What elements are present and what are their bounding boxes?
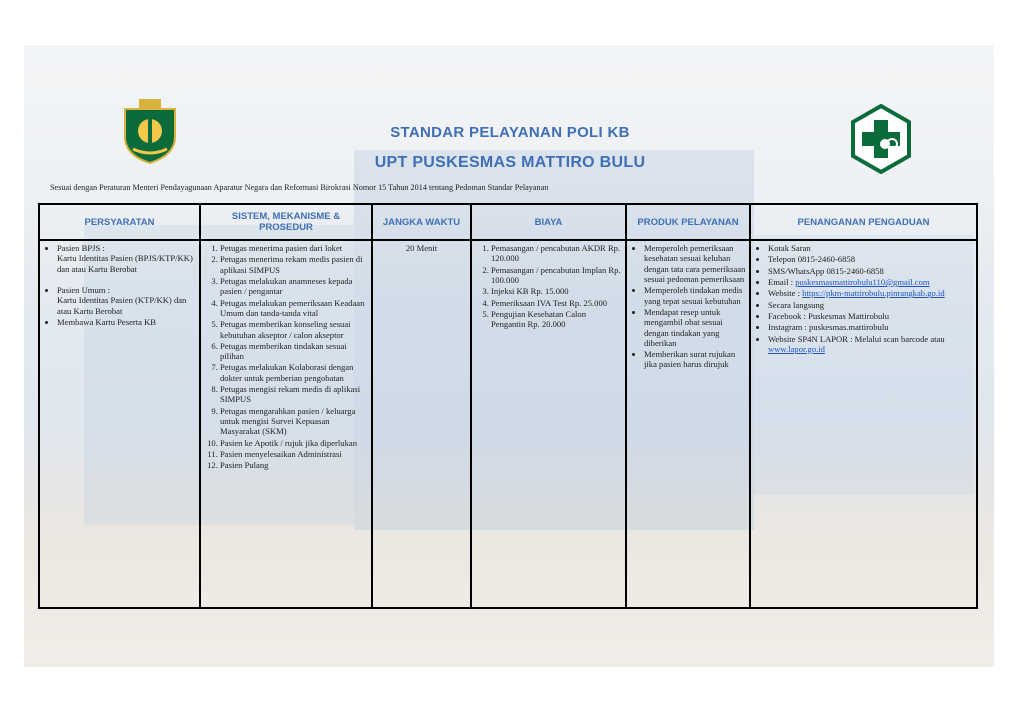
regency-crest-logo — [121, 97, 179, 165]
list-item: 5. Pengujian Kesehatan Calon Pengantin Rp. 20.000 — [491, 309, 622, 330]
list-item: 3. Injeksi KB Rp. 15.000 — [491, 286, 622, 296]
list-item: 12. Pasien Pulang — [220, 460, 368, 470]
list-item: 9. Petugas mengarahkan pasien / keluarga untuk mengisi Survei Kepuasan Masyarakat (SKM) — [220, 406, 368, 437]
email-link[interactable]: puskesmasmattirobulu110@gmail.com — [795, 276, 930, 287]
header-sistem: SISTEM, MEKANISME & PROSEDUR — [200, 204, 372, 240]
list-item: • Website SP4N LAPOR : Melalui scan barcode atau www.lapor.go.id — [768, 334, 973, 355]
list-item: • Memberikan surat rujukan jika pasien harus dirujuk — [644, 349, 746, 370]
list-item: 1. Petugas menerima pasien dari loket — [220, 243, 368, 253]
header-jangka-waktu: JANGKA WAKTU — [372, 204, 471, 240]
regulation-note: Sesuai dengan Peraturan Menteri Pendayagunaan Aparatur Negara dan Reformasi Birokrasi Nomor 15 Tahun 2014 tentang Pedoman Standar Pelayanan — [50, 183, 549, 192]
cell-persyaratan — [39, 240, 200, 608]
list-item: 4. Petugas melakukan pemeriksaan Keadaan Umum dan tanda-tanda vital — [220, 298, 368, 319]
puskesmas-cross-logo — [849, 104, 913, 174]
table-header-row — [39, 204, 977, 240]
cell-biaya — [471, 240, 626, 608]
website-link[interactable]: https://pkm-mattirobulu.pinrangkab.go.id — [802, 288, 945, 299]
list-item: • Kotak Saran — [768, 243, 973, 253]
list-item: 5. Petugas memberikan konseling sesuai kebutuhan akseptor / calon akseptor — [220, 319, 368, 340]
list-item: 3. Petugas melakukan anamneses kepada pasien / pengantar — [220, 276, 368, 297]
list-item: • Telepon 0815-2460-6858 — [768, 254, 973, 264]
list-item: • SMS/WhatsApp 0815-2460-6858 — [768, 266, 973, 276]
list-item: 1. Pemasangan / pencabutan AKDR Rp. 120.000 — [491, 243, 622, 264]
list-item: • Pasien BPJS : Kartu Identitas Pasien (BPJS/KTP/KK) dan atau Kartu Berobat — [57, 243, 196, 284]
page-subtitle-org: UPT PUSKESMAS MATTIRO BULU — [374, 154, 646, 171]
list-item: 10. Pasien ke Apotik / rujuk jika diperlukan — [220, 438, 368, 448]
list-item: 4. Pemeriksaan IVA Test Rp. 25.000 — [491, 298, 622, 308]
list-item: • Website : https://pkm-mattirobulu.pinrangkab.go.id — [768, 288, 973, 298]
cell-pengaduan — [750, 240, 977, 608]
cell-jangka-waktu: 20 Menit — [372, 240, 471, 608]
list-item: • Mendapat resep untuk mengambil obat sesuai dengan tindakan yang diberikan — [644, 307, 746, 348]
page-title: STANDAR PELAYANAN POLI KB — [390, 124, 630, 141]
list-item: • Membawa Kartu Peserta KB — [57, 317, 196, 327]
cell-sistem — [200, 240, 372, 608]
list-item: 2. Petugas menerima rekam medis pasien di aplikasi SIMPUS — [220, 254, 368, 275]
table-row — [39, 240, 977, 608]
header-biaya: BIAYA — [471, 204, 626, 240]
header-persyaratan: PERSYARATAN — [39, 204, 200, 240]
cell-produk — [626, 240, 750, 608]
list-item: 7. Petugas melakukan Kolaborasi dengan dokter untuk pemberian pengobatan — [220, 362, 368, 383]
list-item: • Facebook : Puskesmas Mattirobulu — [768, 311, 973, 321]
list-item: 8. Petugas mengisi rekam medis di aplikasi SIMPUS — [220, 384, 368, 405]
header-pengaduan: PENANGANAN PENGADUAN — [750, 204, 977, 240]
service-standard-table — [38, 203, 978, 609]
list-item: • Secara langsung — [768, 300, 973, 310]
list-item: • Memperoleh pemeriksaan kesehatan sesuai keluhan dengan tata cara pemeriksaan sesuai pedoman pemeriksaan — [644, 243, 746, 284]
lapor-link[interactable]: www.lapor.go.id — [768, 343, 825, 354]
list-item: • Email : puskesmasmattirobulu110@gmail.com — [768, 277, 973, 287]
list-item: 11. Pasien menyelesaikan Administrasi — [220, 449, 368, 459]
list-item: • Pasien Umum : Kartu Identitas Pasien (KTP/KK) dan atau Kartu Berobat — [57, 285, 196, 316]
list-item: • Memperoleh tindakan medis yang tepat sesuai kebutuhan — [644, 285, 746, 306]
list-item: 2. Pemasangan / pencabutan Implan Rp. 100.000 — [491, 265, 622, 286]
list-item: 6. Petugas memberikan tindakan sesuai pilihan — [220, 341, 368, 362]
header-produk: PRODUK PELAYANAN — [626, 204, 750, 240]
list-item: • Instagram : puskesmas.mattirobulu — [768, 322, 973, 332]
